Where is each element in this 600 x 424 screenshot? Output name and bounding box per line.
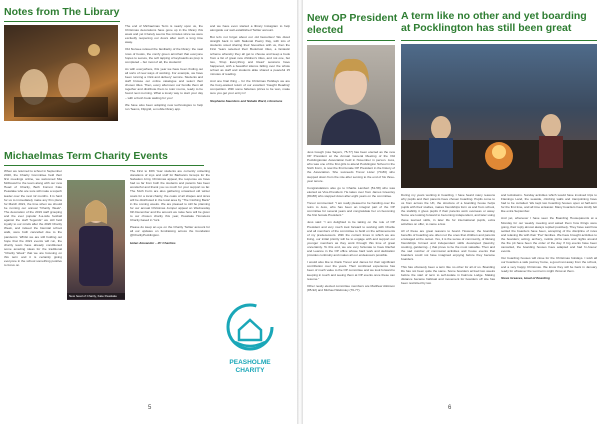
charity-para: When we returned to school in September 2020, the Charity Committee held their first meetings online, we welcomed Mia McDowell to the team along with our new Head of Charity, Beth Forrest Kate Peaslake who are sure will make a superb leader over the next 12 months. It is hard for us to immediately make any firm plans for March 2021, the time when we should be running our annual "Charity Week". The decoration of the 2019 staff grouping and the ever popular 3-a-side football against the staff "legends" we still held loyally to our minds after the 2020 Charity Week, and indeed the biennial school walk, were both cancelled due to the pandemic. Whilst we are still holding out hope that the 2021 events will run, the charity team have already conditioned some amazing ideas for the traditional "Charity Week" that we are focusing on this term and it is certainly giving everyone in the school something positive to focus on. (4, 169, 62, 268)
library-para: And one final thing – for the Christmas Holidays we are the busy-wasted return of our excellent 'Caught Reading' competition. With some fabulous prizes to be won, make sure you get your entry in! (210, 79, 290, 96)
left-page (0, 0, 297, 424)
library-column-2 (210, 24, 290, 144)
charity-photo (67, 180, 125, 300)
boarding-photo (401, 44, 597, 188)
library-para: We have also been adopting new technologies to help run Teams, Flipgrid, a mobile library app. (125, 102, 203, 111)
boarding-title: A term like no other and yet boarding at Pocklington has still been great (401, 10, 587, 34)
charity-para: Please do keep an eye on the Charity Twitter account for all our updates on fundraising across the foundation @CharityPocklington. (130, 225, 210, 238)
boarding-para: Our boarding houses will close for the Christmas holidays. I wish all our boarders a safe journey home, a good rest away from the school, and a very happy Christmas. We know they will be back in January ready for whatever the Lent term might throw at them. (501, 256, 597, 273)
peasholme-logo (215, 300, 285, 374)
library-signature: Stephanie Saunders and Natalie Ward, Librarians (210, 98, 283, 103)
op-para: Congratulations also go to Charlie Lambert (51-58) who was elected as Vice-President. He takes over from James Greenley (80-88) who stepped down after eight years on the committee. (307, 185, 395, 198)
library-para: Old Norwee relaxed the familiarity of the library: the neat rows of books, the comfy green armchair that everyone hopes to secure, the soft tapping of keyboards as prep is completed – but most of all, the students! (125, 47, 203, 64)
library-para: The end of Michaelmas Term is nearly upon us, the Christmas decorations have gone up in the library this week and yet it barely seems five minutes since we were excitedly reopening our doors after such a long time away. (125, 24, 203, 45)
title-rule (401, 40, 597, 41)
house-hands-icon (215, 300, 285, 354)
library-para: But let's not forget about our old favourites! We dived straight back in with National Poetry Day, with lots of students voted sharing their favourites with us, then the First Years selected their Booktrust titles, a fantastic scheme whereby they all get to choose and keep a book from a list of great new children's titles, and not one, but two, 'Drop Everything and Read' sessions have happened, with a beautiful silence falling over the whole school as staff and students alike shared a peaceful 15 minutes of reading. (210, 35, 290, 77)
op-para: I would also like to thank Trevor and James for their significant contribution over the years. Their combined experience has been of much value to the OP committee and we look forward to keeping in touch and seeing them at OP events once these can resume." (307, 260, 395, 281)
boarding-column-1 (401, 193, 495, 403)
boarding-para: And yet, whenever I have seen the Boarding Houseparents at a Monday for our weekly meeting and asked them how things were going, their reply almost always replied positively. They have said how settled the boarders have been, accepting of the discipline of rules and relaxing life with their 'Poc' families. We have brought activities to the boarders; acting, archery, mobile pizza vans and nights around the fire pit have been the order of the day. If big events have been cancelled, the boarding houses have adapted and had 'in-house' events. (501, 216, 597, 254)
title-rule (4, 165, 204, 166)
op-para: Other newly elected committee members are Matthew Atkinson (85-92) and Michael Walmsley (76-77). (307, 283, 395, 292)
library-column-1 (125, 24, 203, 132)
boarding-signature: Steve Greaves, Head of Boarding (501, 275, 550, 280)
charity-signature: Helen Alexander – I/C Charities (130, 240, 176, 245)
library-para: and we have even started a library Instagram to help alongside our well-established Twitter account. (210, 24, 290, 33)
page-number: 5 (148, 405, 152, 411)
boarding-para: and lockdowns. Sunday activities which would have involved trips to Flamingo Land, the seaside, climbing walls and trampolining have had to be curtailed. We kept two boarding houses open at half-term for the first time, and all time at Easter. Many boarders have kindly felt like extra September. (501, 193, 597, 214)
right-page (303, 0, 600, 424)
title-rule (4, 21, 120, 22)
charity-column-1 (4, 169, 62, 357)
president-photo (307, 45, 395, 145)
boarding-para: All of these are great reasons to board. However, the boarding benefits of boarding are often not the ones that children and parents envisaged at the outset. Yes, it is the sense of community, of lifelong friendships formed and independent skills developed (laundry, cooking, gardening...) that prove to be the most valuable. Then and the sad number of communal activities and house events that boarders could not have imagined enjoying before they became boarders. (401, 228, 495, 262)
charity-title: Michaelmas Term Charity Events (4, 150, 168, 162)
charity-column-2 (130, 169, 210, 309)
page-number: 6 (448, 405, 452, 411)
op-para: Jess said: "I am delighted to be taking on the role of OP President and very much look forward to working with Charlie and all members of the committee to build on the achievements of my predecessors. With the current times in which we are living, our initial priority will be to engage with and support our younger members as they work through this time of great uncertainty. To this end, we are very fortunate to have Rachel and Leanne in the OP office whose hard work and dedication provides continuity and makes all our endeavours possible. (307, 220, 395, 258)
charity-para: The First to Fifth Year students are currently collecting donations of toys and stuff for Barbara's Groups for the Salvation Army Christmas appeal, the response we have had so far from both the students and parents has been wonderful and thank you so much for your support so far. The Sixth Form are also gathering unwanted old winter coats for a local charity, the coats of all shapes and sizes will be distributed in the local area by "The Clothing Bank" in the coming weeks. We are pleased to still be planning for our annual Christmas Jumper appeal on Wednesday 9th December and the amount we raise here will be given to our chosen charity this year, Peaslake Homeless Charity based in York. (130, 169, 210, 223)
op-title: New OP President elected (307, 12, 398, 36)
op-para: Trevor commented: "I am really pleased to be handing over the reins to Jess, who has been an integral part of the OP committee for several years and congratulate her on becoming the first female President." (307, 201, 395, 218)
title-rule (307, 40, 395, 41)
op-column (307, 150, 395, 405)
boarding-para: During my years working in boarding, I have heard many reasons why pupils and their parents have chosen boarding. Pupils come to us from across the UK, the structure of a boarding house helps pupils with their studies, makes friendships form us and from school, the stability it gives pupils if their parents work overseas or away. Some are looking forward to becoming independent, and later using these learned skills, in later life for international pupils, extra activities on offer, to name a few. (401, 193, 495, 226)
library-para: As with everywhere, this year we have been finding out all sorts of new ways of working. For example, we have been running a 'click and delivery' service. Students and staff browse our online catalogue and select their chosen titles. Then, every afternoon our bundle them all together and distribute them to tutor rooms, ready to be found next morning. What a lovely way to start your day – with a fresh book waiting for you! (125, 66, 203, 100)
library-title: Notes from The Library (4, 6, 120, 18)
logo-text: PEASHOLME CHARITY (229, 359, 271, 374)
library-photo (4, 25, 118, 121)
boarding-column-2 (501, 193, 597, 403)
photo-caption: New head of Charity, Kate Peaslake (67, 293, 125, 299)
boarding-para: This has obviously been a term like no other for all of us. Boarding life has not been quite the same. Some boarders arrived two weeks before the start of term to self-isolate in Faircote Lodge. Making distance became habitual and movement for boarders off site has been restricted by two (401, 264, 495, 285)
op-para: Jess Gough (née Sayers, 75-77) has been elected as the new OP President at the Annual General Meeting of the Old Pocklingtonian Association held in November in person. Jess, who was one of the first girls to attend Pocklington School in the Sixth Form, is now the first female OP President in the history of the Association. She succeeds Trevor Lister (70-80) who stepped down from the role after serving to the end of his three-year tenure. (307, 150, 395, 183)
